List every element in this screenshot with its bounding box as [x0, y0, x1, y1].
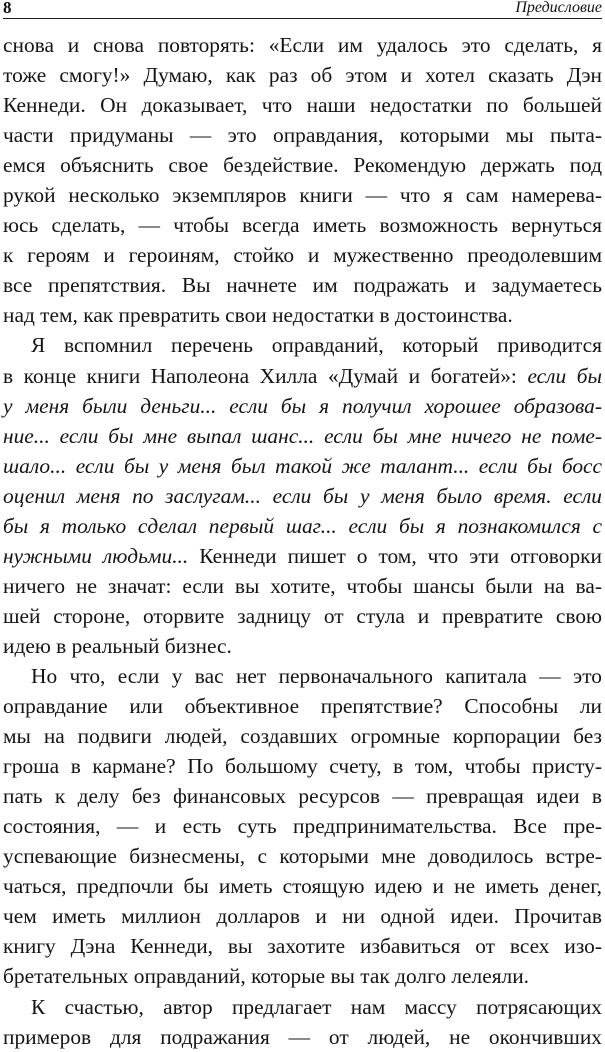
text-line [3, 541, 602, 571]
text-run: Кеннеди пишет о том, что эти отговорки [188, 543, 602, 568]
text-line [3, 871, 602, 901]
text-line [3, 661, 602, 691]
text-line [3, 1022, 602, 1052]
page-header [3, 0, 602, 19]
text-line [3, 60, 602, 90]
italic-text: оценил меня по заслугам... если бы у меня было время. если [3, 483, 602, 508]
text-run: снова и снова повторять: «Если им удалось это сделать, я [3, 33, 602, 57]
page-number: 8 [3, 0, 12, 17]
text-run: успевающие бизнесмены, с которыми мне доводилось встре- [3, 844, 602, 869]
text-line [3, 631, 602, 661]
text-run: все препятствия. Вы начнете им подражать и задумаетесь [3, 273, 602, 298]
paragraph [3, 330, 602, 661]
text-run: книгу Дэна Кеннеди, вы захотите избавиться от всех изо- [3, 934, 602, 959]
text-line [3, 781, 602, 811]
text-line [3, 391, 602, 421]
italic-text: если бы [527, 363, 602, 388]
text-line [3, 240, 602, 270]
text-line [3, 90, 602, 120]
text-line [3, 901, 602, 931]
italic-text: у меня были деньги... если бы я получил хорошее образова- [3, 393, 602, 418]
text-run: к героям и героиням, стойко и мужественно преодолевшим [3, 243, 602, 268]
text-line [3, 511, 602, 541]
text-line [3, 601, 602, 631]
running-head: Предисловие [515, 0, 602, 16]
text-run: емся объяснить свое бездействие. Рекомендую держать под [3, 153, 602, 178]
text-run: состояния, — и есть суть предпринимательства. Все пре- [3, 814, 602, 839]
text-run: части придуманы — это оправдания, которыми мы пыта- [3, 123, 602, 148]
text-line [3, 30, 602, 60]
book-page [3, 0, 602, 1049]
text-line [3, 931, 602, 961]
text-run: Кеннеди. Он доказывает, что наши недостатки по большей [3, 93, 602, 118]
italic-text: нужными людьми... [3, 543, 189, 568]
text-line [3, 571, 602, 601]
text-line [3, 691, 602, 721]
paragraph [3, 30, 602, 330]
text-run: гроша в кармане? По большому счету, в том, чтобы присту- [3, 754, 602, 779]
text-run: над тем, как превратить свои недостатки в достоинства. [3, 303, 513, 328]
text-run: рукой несколько экземпляров книги — что я сам намерева- [3, 183, 602, 208]
italic-text: бы я только сделал первый шаг... если бы я познакомился с [3, 513, 602, 538]
text-line [3, 270, 602, 300]
text-run: чем иметь миллион долларов и ни одной идеи. Прочитав [3, 904, 602, 929]
text-run: шей стороне, оторвите задницу от стула и превратите свою [3, 603, 602, 628]
text-line [3, 721, 602, 751]
text-line [3, 361, 602, 391]
text-line [3, 751, 602, 781]
italic-text: шало... если бы у меня был такой же талант... если бы босс [3, 453, 602, 478]
text-line [3, 992, 602, 1022]
text-run: ничего не значат: если вы хотите, чтобы шансы были на ва- [3, 573, 602, 598]
text-line [3, 451, 602, 481]
text-run: К счастью, автор предлагает нам массу потрясающих [31, 994, 602, 1019]
text-run: чаться, предпочли бы иметь стоящую идею и не иметь денег, [3, 874, 602, 899]
text-line [3, 421, 602, 451]
text-run: Но что, если у вас нет первоначального капитала — это [31, 663, 602, 688]
text-line [3, 120, 602, 150]
paragraph [3, 661, 602, 992]
text-line [3, 210, 602, 240]
text-line [3, 811, 602, 841]
text-line [3, 300, 602, 330]
text-run: Я вспомнил перечень оправданий, который приводится [31, 333, 602, 358]
body-text [3, 30, 602, 1052]
paragraph [3, 992, 602, 1052]
text-line [3, 481, 602, 511]
text-line [3, 961, 602, 991]
text-run: оправдание или объективное препятствие? Способны ли [3, 694, 602, 719]
text-run: тоже смогу!» Думаю, как раз об этом и хотел сказать Дэн [3, 63, 602, 88]
text-run: бретательных оправданий, которые вы так долго лелеяли. [3, 964, 530, 989]
text-run: идею в реальный бизнес. [3, 633, 232, 658]
text-line [3, 330, 602, 360]
italic-text: ние... если бы мне выпал шанс... если бы мне ничего не поме- [3, 423, 602, 448]
text-run: в конце книги Наполеона Хилла «Думай и богатей»: [3, 363, 528, 388]
text-run: пать к делу без финансовых ресурсов — превращая идеи в [3, 784, 602, 809]
text-line [3, 150, 602, 180]
text-run: мы на подвиги людей, создавших огромные корпорации без [3, 724, 602, 749]
text-run: юсь сделать, — чтобы всегда иметь возможность вернуться [3, 213, 602, 238]
text-line [3, 841, 602, 871]
text-line [3, 180, 602, 210]
text-run: примеров для подражания — от людей, не окончивших [3, 1024, 602, 1049]
